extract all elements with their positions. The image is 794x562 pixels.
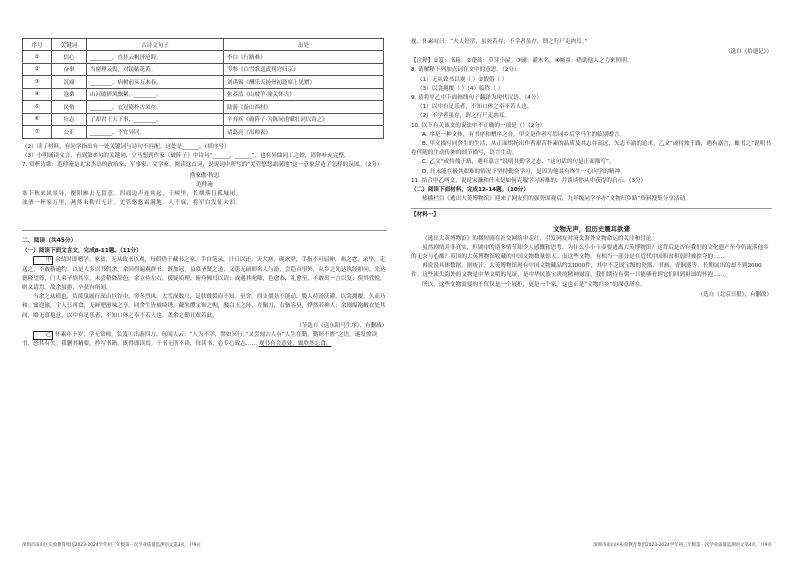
passage-yi-underlined: 观书有会意处，辄欣然忘食。 — [258, 340, 332, 347]
table-cell-no: ⑦ — [23, 126, 52, 139]
page-footer-right: 深圳市南山区实验教育集团2023-2024学年初三年级第一次学业质量监测语文第4页，共9页 — [593, 543, 772, 548]
table-row — [23, 88, 384, 101]
q10-option: B. 甲文描写同舍生的生活，从正面烘托出作者艰苦朴素的品质及其志存高远、矢志不渝的追求。乙文“或持烛于路，遇有嘉言，辄书之”说明书卷伴随的生动传神的细节描写，语言生动。 — [411, 141, 771, 157]
table-cell-kw: 奋事 — [52, 63, 87, 76]
subsection-heading: （一）阅读下面文言文，完成8-11题。（11分） — [22, 248, 142, 255]
article-paragraph: 《逃出大英博物馆》的微短剧在社交网络中走红，引发网友对流失海外文物命运的关注和讨论。 — [422, 235, 657, 242]
table-cell-kw: 民俗 — [52, 101, 87, 114]
material-label: 【材料一】 — [411, 212, 439, 219]
poem-author: 范仲淹 — [196, 182, 213, 189]
table-header-cell: 关键词 — [52, 39, 87, 51]
passage-jia-text: 余幼时即嗜学。家贫，无从致书以观，每假借于藏书之家，手自笔录，计日以还。天大寒，砚冰坚，手指不可屈伸，弗之怠。录毕，走送之，不敢稍逾约。以是人多以书假余，余因得遍观群书。既加冠，益慕圣贤之道，又患无硕师名人与游，尝趋百里外，从乡之先达执经叩问。先达德隆望尊，门人弟子填其室，未尝稍降辞色。余立侍左右，援疑质理，俯身倾耳以请；或遇其叱咄，色愈恭，礼愈至，不敢出一言以复；俟其欣悦，则又请焉。故余虽愚，卒获有所闻。 — [22, 257, 386, 291]
table-cell-no: ② — [23, 63, 52, 76]
table-header-row — [23, 39, 384, 51]
table-header-cell: 古诗文句子 — [87, 39, 224, 51]
article-paragraph: 所以，这些文物需要的不仅仅是一个展柜，更是一个家。这也正是“文物归乡”的深意所在。 — [422, 281, 646, 288]
table-cell-sentence: 当窗理云鬓，对镜帖花黄。 — [87, 63, 224, 76]
article-paragraph: 再说说具体数据。据统计，大英博物馆现有中国文物藏品约23000件，其中不乏国宝级的瓷器、书画、青铜器等，长期展出的却不到2000件。这些流失海外的文物是中华文明的见证，是中华民族宝贵的精神财富。我们期待有朝一日能够看到它们回到祖国的怀抱…… — [411, 263, 762, 279]
table-cell-source: 陆游《游山西村》 — [224, 101, 384, 114]
table-cell-kw: 公正 — [52, 126, 87, 139]
article-source: （选自《北京日报》，有删改） — [697, 291, 772, 298]
table-cell-sentence: 了却君王天下事，________。 — [87, 113, 224, 126]
passage-jia-p2: 当余之从师也，负箧曳屣行深山巨谷中，穷冬烈风，大雪深数尺，足肤皲裂而不知。至舍，四支僵劲不能动，媵人持汤沃灌，以衾拥覆，久而乃和。寓逆旅，主人日再食，无鲜肥滋味之享。同舍生皆被绮绣，戴朱缨宝饰之帽，腰白玉之环，左佩刀，右备容臭，烨然若神人；余则缊袍敝衣处其间，略无慕艳意，以中有足乐者，不知口体之奉不若人也。盖余之勤且艰若此。 — [22, 294, 386, 319]
q7-question: 7. 赏析诗歌：范仲淹是北宋杰出的政治家、军事家、文学家。阅读这首词，说说词中所写的“羌管悠悠霜满地”这一意象营造了怎样的氛围。（2分） — [22, 161, 383, 168]
table-cell-sentence: 山河破碎风飘絮，________。 — [87, 88, 224, 101]
table-cell-source: 岑参《白雪歌送武判官归京》 — [224, 63, 384, 76]
table-cell-no: ⑤ — [23, 101, 52, 114]
table-cell-kw: 沧桑 — [52, 88, 87, 101]
table-cell-source: 辛弃疾《破阵子·为陈同甫赋壮词以寄之》 — [224, 113, 384, 126]
right-page — [397, 0, 794, 562]
activity-intro: 热播栏目《逃出大英博物馆》迎来了网友们的强势围观后，九年级同学举办“文物归乡路”资料搜集分享活动。 — [422, 196, 691, 203]
passage-yi-text: 怀素年十岁，学无常师，负笈①出游四方。每闻人云：“人为不学，譬如冥行。”又尝闻古人有“人生在勤，勤则不匮”之语，遂发愤读书，恐其有失。我删其精要，抄写书籍，既得即读焉。于书无所不读，每读书，必专心致志…… — [22, 331, 378, 347]
q10-option: A. 序是一种文体，有书序和赠序之分。甲文是作者写给同乡后学马生的临别赠言。 — [422, 131, 626, 138]
poem-table — [22, 38, 384, 139]
table-cell-sentence: ________，衣冠简朴古风存。 — [87, 101, 224, 114]
table-header-cell: 出处 — [224, 39, 384, 51]
poem-table-body — [23, 51, 384, 139]
q10-option: C. 乙文“或持烛于路，遇有嘉言”说明其勤学之态，“这句话的句是正面描写”。 — [422, 159, 615, 166]
table-cell-source: 刘禹锡《酬乐天扬州初逢席上见赠》 — [224, 76, 384, 89]
poem-title: 渔家傲·秋思 — [189, 173, 220, 180]
table-cell-sentence: ________，不宜异同。 — [87, 126, 224, 139]
table-row — [23, 126, 384, 139]
table-header-cell: 序号 — [23, 39, 52, 51]
table-row — [23, 63, 384, 76]
table-cell-kw: 壮志 — [52, 113, 87, 126]
divider — [411, 208, 772, 209]
table-cell-no: ⑥ — [23, 113, 52, 126]
q10-question: 10. 以下有关该文的说法中不正确的一项是（）（2分） — [411, 122, 546, 129]
table-cell-source: 诸葛亮《出师表》 — [224, 126, 384, 139]
passage-yi-source: （选自《拾遗记》） — [725, 49, 772, 56]
q9-item: （2）不学者虽存，谓之行尸走肉耳。 — [417, 113, 511, 120]
poem-line: 浊酒一杯家万里，燕然未勒归无计。羌管悠悠霜满地。人不寐，将军白发征夫泪。 — [22, 200, 242, 207]
table-cell-no: ① — [23, 51, 52, 64]
q10-option: D. 任末能在极其艰难的情况下坚持勤奋学习，是因为他具有终生一心向学的精神。 — [422, 168, 626, 175]
annotations: 【注释】①笈：书箱。②蓬蒿：草芽小屋。③刷：灌木名。④厮童：借助他人之力来照明。 — [411, 58, 633, 65]
table-row — [23, 113, 384, 126]
table-cell-source: 李白《行路难》 — [224, 51, 384, 64]
passage-yi-continued: 视。怀素叹曰：“夫人好学，虽死若存；不学者虽存，谓之行尸走肉耳。” — [411, 39, 588, 45]
passage-yi — [22, 331, 387, 349]
q6-part2: （2）读了材料，有同学指出有一处关键词与诗句不匹配。这处是______。（填序号） — [22, 143, 230, 150]
table-cell-sentence: ________，直挂云帆济沧海。 — [87, 51, 224, 64]
table-cell-no: ③ — [23, 76, 52, 89]
answer-space — [22, 230, 387, 231]
passage-jia-label: 甲 — [33, 256, 53, 265]
table-cell-source: 张养浩《山坡羊·潼关怀古》 — [224, 88, 384, 101]
table-cell-no: ④ — [23, 88, 52, 101]
subsection-heading: （二）阅读下面材料，完成12-14题。（10分） — [411, 187, 529, 194]
table-row — [23, 101, 384, 114]
section-heading: 二、阅读（共45分） — [22, 238, 77, 245]
passage-jia-p1 — [22, 256, 387, 293]
page-footer-left: 深圳市南山区实验教育集团2023-2024学年初三年级第一次学业质量监测语文第3页，共9页 — [22, 543, 201, 548]
table-row — [23, 51, 384, 64]
q11-question: 11. 结合甲乙两文，说说宋濂和任末是如何克服学习困难的，并谈谈你从中获得的启示。（3分） — [411, 177, 647, 184]
table-row — [23, 76, 384, 89]
poem-line: 塞下秋来风景异，衡阳雁去无留意。四面边声连角起，千嶂里，长烟落日孤城闭。 — [22, 191, 242, 198]
passage-yi-label: 乙 — [33, 331, 53, 340]
passage-jia-source: （节选自《送东阳马生序》，有删减） — [296, 322, 387, 329]
q9-question: 9. 请将甲乙中下面画线句子翻译为现代汉语。（4分） — [411, 95, 542, 102]
q6-part3: （3）小明诵读文言，看到第⑤句的关键词，立马想到作家《破阵子》中诗句“______，______”，也有异曲同工之妙，请你补充完整。 — [22, 152, 350, 159]
article-title: 文物无声，但历史震耳欲聋 — [553, 224, 630, 233]
table-cell-kw: 信心 — [52, 51, 87, 64]
table-cell-kw: 沉痛 — [52, 76, 87, 89]
table-cell-sentence: ________，病树前头万木春。 — [87, 76, 224, 89]
q8-question: 8. 请解释下列加点词在文中的意思。（2分） — [411, 67, 520, 74]
article-paragraph: 虽然剧情并非真实，但剧中的诸多情节却令人感慨和思考。为什么小小玉壶要逃离大英博物馆？这背后是否有我们的文化遗产至今仍流落他乡的无奈与心酸？英国的大英博物馆收藏的中国文物数量惊人。而这些文物，有相当一部分是在近代中国积贫积弱时被掠夺的…… — [411, 244, 769, 261]
q8-item: （3）以衾拥覆（ ）（4）临终（ ） — [417, 85, 504, 92]
q8-item: （1）无从致书以观（ ）②假借（ ） — [417, 76, 508, 83]
q9-item: （1）以中有足乐者，不知口体之奉不若人也。 — [417, 104, 533, 111]
